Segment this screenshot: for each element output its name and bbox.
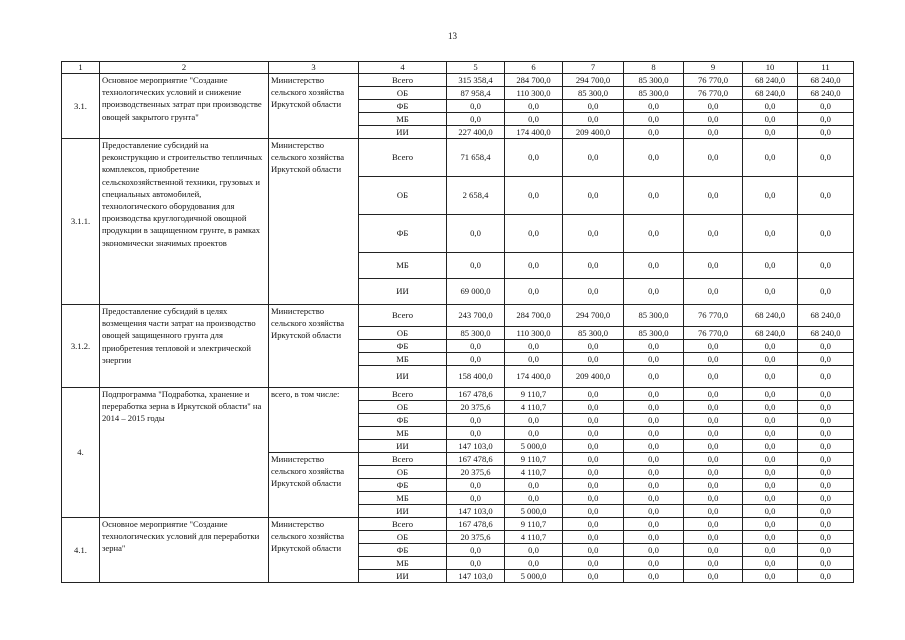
amount-cell: 0,0 (563, 505, 624, 518)
amount-cell: 85 300,0 (624, 327, 684, 340)
amount-cell: 0,0 (743, 353, 798, 366)
item-name: Предоставление субсидий на реконструкцию и строительство тепличных комплексов, приобретение сельскохозяйственной техники, грузовых и специальных автомобилей, технологического оборудования для производства круглогодичной овощной продукции в защищенном грунте, в рамках экономически значимых проектов (100, 139, 269, 305)
amount-cell: 0,0 (743, 388, 798, 401)
amount-cell: 68 240,0 (798, 305, 854, 327)
amount-cell: 0,0 (798, 466, 854, 479)
funding-source: ФБ (359, 479, 447, 492)
amount-cell: 209 400,0 (563, 366, 624, 388)
amount-cell: 0,0 (798, 100, 854, 113)
amount-cell: 85 300,0 (447, 327, 505, 340)
amount-cell: 0,0 (505, 557, 563, 570)
amount-cell: 0,0 (743, 466, 798, 479)
funding-source: ИИ (359, 440, 447, 453)
amount-cell: 284 700,0 (505, 305, 563, 327)
amount-cell: 0,0 (684, 353, 743, 366)
header-row (62, 62, 854, 74)
amount-cell: 0,0 (447, 340, 505, 353)
table-row (62, 139, 854, 177)
amount-cell: 0,0 (624, 531, 684, 544)
amount-cell: 85 300,0 (563, 87, 624, 100)
amount-cell: 0,0 (684, 388, 743, 401)
funding-source: МБ (359, 427, 447, 440)
amount-cell: 174 400,0 (505, 126, 563, 139)
amount-cell: 0,0 (624, 113, 684, 126)
amount-cell: 0,0 (624, 518, 684, 531)
amount-cell: 0,0 (447, 113, 505, 126)
amount-cell: 0,0 (447, 557, 505, 570)
table-row (62, 305, 854, 327)
amount-cell: 0,0 (624, 401, 684, 414)
amount-cell: 0,0 (684, 570, 743, 583)
funding-source: ИИ (359, 505, 447, 518)
funding-source: Всего (359, 305, 447, 327)
amount-cell: 0,0 (684, 557, 743, 570)
amount-cell: 0,0 (798, 401, 854, 414)
amount-cell: 76 770,0 (684, 327, 743, 340)
amount-cell: 0,0 (743, 492, 798, 505)
amount-cell: 0,0 (505, 113, 563, 126)
funding-source: ОБ (359, 401, 447, 414)
amount-cell: 0,0 (684, 544, 743, 557)
amount-cell: 0,0 (743, 557, 798, 570)
amount-cell: 0,0 (563, 177, 624, 215)
funding-source: МБ (359, 557, 447, 570)
amount-cell: 0,0 (743, 100, 798, 113)
item-name: Предоставление субсидий в целях возмещения части затрат на производство овощей защищенного грунта для приобретения тепловой и электрической энергии (100, 305, 269, 388)
funding-source: Всего (359, 74, 447, 87)
amount-cell: 0,0 (505, 279, 563, 305)
table-row (62, 74, 854, 87)
amount-cell: 0,0 (447, 253, 505, 279)
amount-cell: 0,0 (743, 253, 798, 279)
amount-cell: 0,0 (624, 100, 684, 113)
amount-cell: 227 400,0 (447, 126, 505, 139)
amount-cell: 0,0 (563, 388, 624, 401)
amount-cell: 0,0 (743, 531, 798, 544)
amount-cell: 5 000,0 (505, 505, 563, 518)
funding-source: ОБ (359, 531, 447, 544)
amount-cell: 0,0 (624, 505, 684, 518)
amount-cell: 0,0 (743, 126, 798, 139)
amount-cell: 0,0 (684, 505, 743, 518)
amount-cell: 0,0 (505, 253, 563, 279)
column-header: 6 (505, 62, 563, 74)
amount-cell: 5 000,0 (505, 570, 563, 583)
amount-cell: 5 000,0 (505, 440, 563, 453)
amount-cell: 110 300,0 (505, 87, 563, 100)
amount-cell: 167 478,6 (447, 518, 505, 531)
column-header: 8 (624, 62, 684, 74)
amount-cell: 0,0 (743, 453, 798, 466)
amount-cell: 0,0 (624, 570, 684, 583)
funding-source: ИИ (359, 570, 447, 583)
amount-cell: 0,0 (684, 139, 743, 177)
amount-cell: 0,0 (563, 466, 624, 479)
amount-cell: 0,0 (798, 505, 854, 518)
amount-cell: 0,0 (624, 215, 684, 253)
amount-cell: 0,0 (743, 414, 798, 427)
amount-cell: 68 240,0 (798, 74, 854, 87)
amount-cell: 0,0 (684, 453, 743, 466)
amount-cell: 0,0 (743, 570, 798, 583)
amount-cell: 0,0 (563, 518, 624, 531)
amount-cell: 0,0 (743, 518, 798, 531)
amount-cell: 85 300,0 (624, 87, 684, 100)
page-number: 13 (448, 31, 457, 41)
amount-cell: 110 300,0 (505, 327, 563, 340)
item-number: 4. (62, 388, 100, 518)
amount-cell: 4 110,7 (505, 531, 563, 544)
amount-cell: 0,0 (798, 557, 854, 570)
amount-cell: 0,0 (563, 340, 624, 353)
amount-cell: 76 770,0 (684, 305, 743, 327)
item-number: 4.1. (62, 518, 100, 583)
amount-cell: 0,0 (624, 427, 684, 440)
item-name: Основное мероприятие "Создание технологических условий и снижение производственных затрат при производстве овощей закрытого грунта" (100, 74, 269, 139)
amount-cell: 0,0 (684, 340, 743, 353)
amount-cell: 0,0 (624, 253, 684, 279)
amount-cell: 0,0 (743, 340, 798, 353)
item-number: 3.1. (62, 74, 100, 139)
amount-cell: 0,0 (505, 177, 563, 215)
amount-cell: 0,0 (447, 215, 505, 253)
amount-cell: 85 300,0 (624, 305, 684, 327)
amount-cell: 76 770,0 (684, 87, 743, 100)
amount-cell: 0,0 (563, 531, 624, 544)
funding-source: ИИ (359, 126, 447, 139)
amount-cell: 68 240,0 (798, 87, 854, 100)
funding-source: МБ (359, 492, 447, 505)
amount-cell: 284 700,0 (505, 74, 563, 87)
amount-cell: 0,0 (743, 366, 798, 388)
amount-cell: 0,0 (624, 340, 684, 353)
amount-cell: 0,0 (684, 414, 743, 427)
column-header: 1 (62, 62, 100, 74)
amount-cell: 0,0 (684, 366, 743, 388)
amount-cell: 20 375,6 (447, 401, 505, 414)
amount-cell: 0,0 (798, 139, 854, 177)
column-header: 2 (100, 62, 269, 74)
column-header: 3 (269, 62, 359, 74)
amount-cell: 0,0 (563, 557, 624, 570)
amount-cell: 68 240,0 (743, 74, 798, 87)
funding-source: МБ (359, 253, 447, 279)
column-header: 4 (359, 62, 447, 74)
amount-cell: 0,0 (563, 544, 624, 557)
amount-cell: 0,0 (447, 427, 505, 440)
amount-cell: 0,0 (798, 570, 854, 583)
amount-cell: 0,0 (563, 113, 624, 126)
amount-cell: 0,0 (447, 414, 505, 427)
amount-cell: 9 110,7 (505, 518, 563, 531)
amount-cell: 0,0 (684, 126, 743, 139)
amount-cell: 167 478,6 (447, 453, 505, 466)
amount-cell: 0,0 (505, 100, 563, 113)
amount-cell: 0,0 (743, 279, 798, 305)
amount-cell: 0,0 (624, 466, 684, 479)
amount-cell: 147 103,0 (447, 570, 505, 583)
funding-source: ОБ (359, 327, 447, 340)
amount-cell: 69 000,0 (447, 279, 505, 305)
amount-cell: 0,0 (798, 479, 854, 492)
amount-cell: 0,0 (563, 492, 624, 505)
amount-cell: 2 658,4 (447, 177, 505, 215)
amount-cell: 0,0 (447, 492, 505, 505)
amount-cell: 0,0 (624, 440, 684, 453)
funding-source: ИИ (359, 366, 447, 388)
amount-cell: 0,0 (798, 215, 854, 253)
executor: Министерство сельского хозяйства Иркутской области (269, 518, 359, 583)
column-header: 5 (447, 62, 505, 74)
amount-cell: 158 400,0 (447, 366, 505, 388)
amount-cell: 0,0 (684, 492, 743, 505)
amount-cell: 0,0 (563, 100, 624, 113)
amount-cell: 0,0 (798, 440, 854, 453)
amount-cell: 0,0 (798, 427, 854, 440)
amount-cell: 0,0 (563, 253, 624, 279)
amount-cell: 0,0 (684, 215, 743, 253)
amount-cell: 0,0 (798, 414, 854, 427)
amount-cell: 0,0 (684, 100, 743, 113)
amount-cell: 20 375,6 (447, 466, 505, 479)
amount-cell: 315 358,4 (447, 74, 505, 87)
column-header: 11 (798, 62, 854, 74)
amount-cell: 0,0 (684, 440, 743, 453)
amount-cell: 0,0 (624, 453, 684, 466)
amount-cell: 0,0 (743, 427, 798, 440)
funding-source: ФБ (359, 100, 447, 113)
amount-cell: 0,0 (505, 414, 563, 427)
amount-cell: 0,0 (624, 544, 684, 557)
amount-cell: 0,0 (624, 126, 684, 139)
executor: Министерство сельского хозяйства Иркутской области (269, 139, 359, 305)
amount-cell: 0,0 (624, 366, 684, 388)
amount-cell: 0,0 (505, 492, 563, 505)
funding-source: Всего (359, 453, 447, 466)
amount-cell: 294 700,0 (563, 74, 624, 87)
amount-cell: 0,0 (798, 253, 854, 279)
column-header: 10 (743, 62, 798, 74)
amount-cell: 174 400,0 (505, 366, 563, 388)
amount-cell: 0,0 (624, 414, 684, 427)
amount-cell: 0,0 (798, 126, 854, 139)
amount-cell: 71 658,4 (447, 139, 505, 177)
amount-cell: 85 300,0 (624, 74, 684, 87)
funding-source: Всего (359, 518, 447, 531)
amount-cell: 0,0 (624, 353, 684, 366)
amount-cell: 0,0 (624, 388, 684, 401)
amount-cell: 167 478,6 (447, 388, 505, 401)
amount-cell: 0,0 (684, 401, 743, 414)
amount-cell: 0,0 (743, 215, 798, 253)
amount-cell: 0,0 (624, 557, 684, 570)
funding-source: ОБ (359, 177, 447, 215)
funding-source: ИИ (359, 279, 447, 305)
amount-cell: 0,0 (563, 279, 624, 305)
amount-cell: 0,0 (743, 139, 798, 177)
amount-cell: 0,0 (563, 414, 624, 427)
amount-cell: 147 103,0 (447, 505, 505, 518)
amount-cell: 4 110,7 (505, 466, 563, 479)
amount-cell: 68 240,0 (798, 327, 854, 340)
amount-cell: 0,0 (624, 492, 684, 505)
amount-cell: 0,0 (743, 479, 798, 492)
executor: Министерство сельского хозяйства Иркутской области (269, 305, 359, 388)
amount-cell: 0,0 (684, 479, 743, 492)
amount-cell: 68 240,0 (743, 305, 798, 327)
amount-cell: 209 400,0 (563, 126, 624, 139)
amount-cell: 0,0 (447, 100, 505, 113)
amount-cell: 4 110,7 (505, 401, 563, 414)
item-name: Основное мероприятие "Создание технологических условий для переработки зерна" (100, 518, 269, 583)
amount-cell: 0,0 (743, 401, 798, 414)
amount-cell: 0,0 (798, 113, 854, 126)
amount-cell: 0,0 (505, 427, 563, 440)
amount-cell: 0,0 (563, 570, 624, 583)
financing-table (61, 61, 854, 583)
amount-cell: 0,0 (743, 440, 798, 453)
amount-cell: 0,0 (624, 177, 684, 215)
amount-cell: 0,0 (798, 279, 854, 305)
table-row (62, 518, 854, 531)
amount-cell: 0,0 (563, 353, 624, 366)
item-number: 3.1.1. (62, 139, 100, 305)
amount-cell: 0,0 (684, 253, 743, 279)
funding-source: МБ (359, 353, 447, 366)
amount-cell: 0,0 (447, 479, 505, 492)
amount-cell: 0,0 (798, 366, 854, 388)
funding-source: ФБ (359, 544, 447, 557)
amount-cell: 0,0 (684, 427, 743, 440)
funding-source: ФБ (359, 340, 447, 353)
amount-cell: 0,0 (684, 113, 743, 126)
executor: Министерство сельского хозяйства Иркутской области (269, 453, 359, 518)
amount-cell: 0,0 (505, 340, 563, 353)
amount-cell: 85 300,0 (563, 327, 624, 340)
amount-cell: 0,0 (563, 440, 624, 453)
amount-cell: 0,0 (684, 177, 743, 215)
amount-cell: 0,0 (505, 353, 563, 366)
amount-cell: 0,0 (624, 139, 684, 177)
executor: всего, в том числе: (269, 388, 359, 453)
amount-cell: 0,0 (684, 531, 743, 544)
amount-cell: 0,0 (563, 453, 624, 466)
funding-source: ОБ (359, 87, 447, 100)
amount-cell: 0,0 (798, 388, 854, 401)
amount-cell: 0,0 (743, 177, 798, 215)
funding-source: ОБ (359, 466, 447, 479)
amount-cell: 0,0 (798, 492, 854, 505)
amount-cell: 0,0 (798, 544, 854, 557)
funding-source: ФБ (359, 215, 447, 253)
amount-cell: 0,0 (563, 215, 624, 253)
amount-cell: 0,0 (505, 479, 563, 492)
amount-cell: 0,0 (505, 215, 563, 253)
amount-cell: 87 958,4 (447, 87, 505, 100)
amount-cell: 0,0 (624, 479, 684, 492)
item-number: 3.1.2. (62, 305, 100, 388)
amount-cell: 0,0 (447, 353, 505, 366)
amount-cell: 0,0 (684, 279, 743, 305)
amount-cell: 0,0 (798, 340, 854, 353)
funding-source: Всего (359, 139, 447, 177)
amount-cell: 0,0 (563, 139, 624, 177)
amount-cell: 0,0 (563, 401, 624, 414)
executor: Министерство сельского хозяйства Иркутской области (269, 74, 359, 139)
amount-cell: 0,0 (798, 518, 854, 531)
amount-cell: 0,0 (447, 544, 505, 557)
amount-cell: 243 700,0 (447, 305, 505, 327)
amount-cell: 0,0 (563, 427, 624, 440)
amount-cell: 9 110,7 (505, 388, 563, 401)
funding-source: Всего (359, 388, 447, 401)
amount-cell: 294 700,0 (563, 305, 624, 327)
amount-cell: 0,0 (624, 279, 684, 305)
funding-source: МБ (359, 113, 447, 126)
amount-cell: 147 103,0 (447, 440, 505, 453)
column-header: 9 (684, 62, 743, 74)
table-row (62, 388, 854, 401)
amount-cell: 20 375,6 (447, 531, 505, 544)
amount-cell: 0,0 (505, 544, 563, 557)
amount-cell: 0,0 (743, 113, 798, 126)
amount-cell: 0,0 (563, 479, 624, 492)
amount-cell: 0,0 (798, 177, 854, 215)
amount-cell: 0,0 (743, 544, 798, 557)
amount-cell: 76 770,0 (684, 74, 743, 87)
column-header: 7 (563, 62, 624, 74)
amount-cell: 0,0 (743, 505, 798, 518)
amount-cell: 9 110,7 (505, 453, 563, 466)
amount-cell: 0,0 (798, 353, 854, 366)
item-name: Подпрограмма "Подработка, хранение и переработка зерна в Иркутской области" на 2014 – 2015 годы (100, 388, 269, 518)
funding-source: ФБ (359, 414, 447, 427)
amount-cell: 0,0 (684, 466, 743, 479)
amount-cell: 68 240,0 (743, 327, 798, 340)
amount-cell: 68 240,0 (743, 87, 798, 100)
amount-cell: 0,0 (684, 518, 743, 531)
amount-cell: 0,0 (505, 139, 563, 177)
amount-cell: 0,0 (798, 453, 854, 466)
amount-cell: 0,0 (798, 531, 854, 544)
